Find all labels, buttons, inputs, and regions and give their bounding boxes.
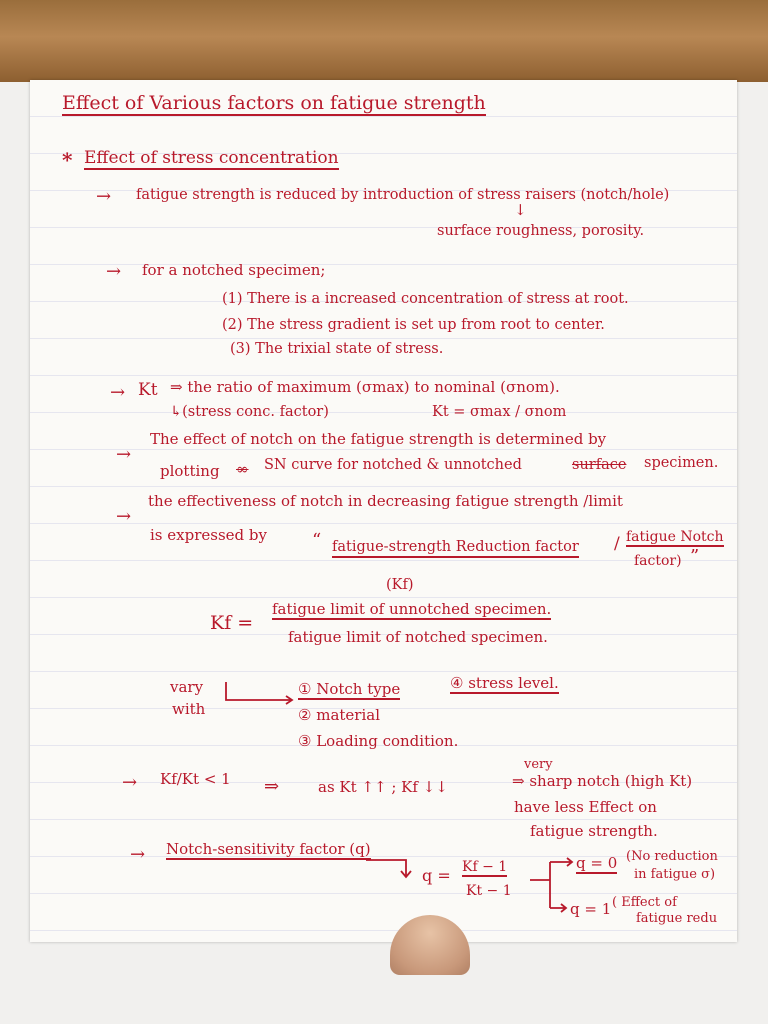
effectiveness-line-2: is expressed by: [150, 526, 267, 544]
kf-symbol: (Kf): [386, 577, 414, 593]
notched-point: (1) There is a increased concentration of stress at root.: [222, 291, 629, 307]
ratio-conclusion: ⇒ sharp notch (high Kt): [512, 772, 693, 790]
arrowhead-icon: [550, 858, 572, 866]
notched-point: (2) The stress gradient is set up from root to center.: [222, 317, 605, 333]
q-formula-numerator: Kf − 1: [462, 859, 508, 875]
q-case-zero-note: in fatigue σ): [634, 867, 716, 882]
quote-mark: “: [312, 530, 322, 551]
implies-sign: ⇒: [264, 776, 280, 797]
notch-factor-name-2: factor): [634, 553, 682, 569]
arrow-icon: →: [116, 444, 132, 465]
down-arrow-icon: ↓: [514, 201, 527, 219]
struck-text: ∞: [236, 460, 249, 478]
q-case-zero-note: (No reduction: [626, 849, 718, 864]
kt-definition: ⇒ the ratio of maximum (σmax) to nominal (σnom).: [170, 378, 560, 396]
q-case-one-note: fatigue redu: [636, 911, 718, 926]
arrow-icon: →: [96, 186, 112, 207]
vary-label: vary: [170, 678, 204, 696]
reduction-factor-name: fatigue-strength Reduction factor: [332, 540, 579, 558]
arrow-icon: →: [130, 844, 146, 865]
vary-item: ① Notch type: [298, 680, 401, 698]
vary-item: ④ stress level.: [450, 674, 559, 692]
q-branch-line: [366, 860, 406, 876]
q-formula-denominator: Kt − 1: [466, 883, 512, 899]
effectiveness-line-1: the effectiveness of notch in decreasing fatigue strength /limit: [148, 492, 623, 510]
arrow-icon: →: [122, 772, 138, 793]
q-case-zero: q = 0: [576, 854, 618, 872]
surface-roughness-text: surface roughness, porosity.: [437, 223, 645, 239]
kf-kt-ratio: Kf/Kt < 1: [160, 770, 231, 788]
sn-line-2-end: specimen.: [644, 455, 719, 471]
arrow-icon: →: [106, 261, 122, 282]
arrow-icon: →: [116, 506, 132, 527]
vary-label: with: [172, 700, 206, 718]
struck-text: surface: [572, 457, 627, 473]
sn-plotting: plotting: [160, 462, 220, 480]
vary-bracket-line: [226, 682, 292, 700]
section-bullet: *: [62, 148, 73, 172]
vary-item: ③ Loading condition.: [298, 732, 459, 750]
page-title: Effect of Various factors on fatigue strength: [62, 92, 486, 114]
q-formula-lhs: q =: [422, 866, 451, 885]
fatigue-reduced-text: fatigue strength is reduced by introduction of stress raisers (notch/hole): [136, 187, 670, 203]
sn-line-1: The effect of notch on the fatigue strength is determined by: [150, 430, 607, 448]
sn-line-2: SN curve for notched & unnotched: [264, 457, 522, 473]
q-case-one-note: ( Effect of: [612, 895, 677, 910]
section-heading: Effect of stress concentration: [84, 148, 339, 168]
vary-item: ② material: [298, 706, 380, 724]
ratio-conclusion: have less Effect on: [514, 798, 657, 816]
kt-alias: ↳(stress conc. factor): [170, 404, 329, 420]
kf-formula-lhs: Kf =: [210, 612, 254, 634]
ratio-result: as Kt ↑↑ ; Kf ↓↓: [318, 778, 448, 796]
notch-factor-name: fatigue Notch: [626, 529, 724, 545]
notched-point: (3) The trixial state of stress.: [230, 341, 444, 357]
arrow-icon: →: [110, 382, 126, 403]
kt-formula: Kt = σmax / σnom: [432, 404, 567, 420]
kf-formula-numerator: fatigue limit of unnotched specimen.: [272, 600, 552, 618]
very-text: very: [524, 757, 553, 772]
arrowhead-icon: [550, 904, 566, 912]
kt-symbol: Kt: [138, 380, 158, 400]
notch-sensitivity-label: Notch-sensitivity factor (q): [166, 840, 371, 858]
q-case-one: q = 1: [570, 900, 612, 918]
notched-intro: for a notched specimen;: [142, 261, 326, 279]
quote-mark: ”: [690, 546, 700, 567]
ratio-conclusion: fatigue strength.: [530, 822, 658, 840]
slash: /: [614, 534, 620, 554]
kf-formula-denominator: fatigue limit of notched specimen.: [288, 628, 548, 646]
